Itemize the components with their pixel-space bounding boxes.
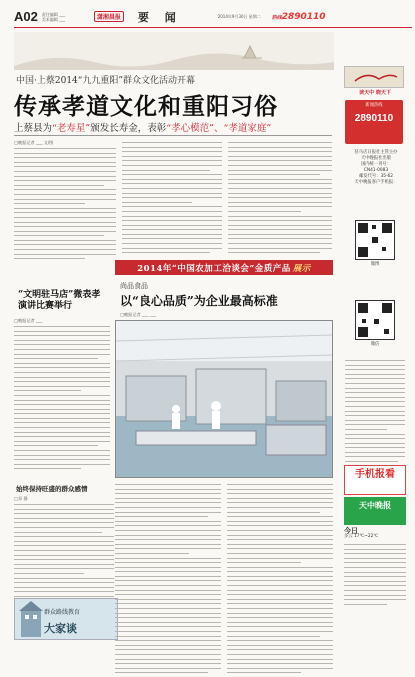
- masthead: [14, 6, 412, 28]
- product-byline: □晚报记者 ___ ___: [120, 312, 156, 317]
- weibo-label: 微博: [370, 262, 380, 267]
- designer-line: 美术编辑 ___: [41, 16, 66, 22]
- hotline-box-number: 2890110: [354, 113, 394, 124]
- masthead-logo: 潇湘晨报: [94, 11, 124, 22]
- building-icon: [17, 599, 47, 639]
- section-title: 要 闻: [137, 10, 182, 24]
- today-weather: [344, 528, 406, 608]
- publisher-line: 天中晚报社出版: [360, 156, 392, 161]
- issue-date: 2014年9月30日 星期二: [217, 14, 261, 19]
- banner-main-text: 2014年“中国农加工洽谈会”金质产品: [137, 263, 291, 274]
- headline-rule: [14, 135, 332, 136]
- subhead-quote-2: “孝心模范”、“孝道家庭”: [166, 123, 272, 134]
- hotline-label: 新闻热线: [365, 103, 383, 108]
- wechat-qr-code[interactable]: [355, 300, 395, 340]
- subhead-part-1: 上蔡县为: [14, 123, 53, 134]
- header-illustration: [14, 32, 334, 70]
- publisher-line: 驻马店日报社主管主办: [354, 150, 398, 155]
- product-category: 尚品食品: [120, 282, 148, 290]
- award-banner: [115, 260, 333, 275]
- sidebar-logo-art: [344, 66, 404, 88]
- product-column-1: [115, 484, 221, 677]
- factory-floor-image: [116, 321, 333, 478]
- qr-pattern-icon: [356, 301, 394, 339]
- second-byline: □晚报记者 ___: [14, 318, 43, 323]
- second-headline: “文明驻马店”微表孝演讲比赛举行: [18, 290, 101, 311]
- page-number: A02: [14, 9, 38, 24]
- sidebar-text-block: [345, 360, 405, 466]
- hotline-box: [345, 100, 403, 144]
- subhead-quote-1: “老寿星”: [52, 123, 91, 134]
- hotline-number: [272, 12, 326, 22]
- editor-line: 责任编辑 ___: [41, 11, 66, 17]
- qr-pattern-icon: [356, 221, 394, 259]
- today-label: 今日: [344, 527, 358, 535]
- publisher-line: 天中晚报客户手机报：: [354, 180, 398, 185]
- weibo-qr-code[interactable]: [355, 220, 395, 260]
- today-forecast: 多云 17℃~22℃: [344, 534, 379, 539]
- sidebar-publisher-info: [342, 150, 410, 186]
- third-column: [14, 496, 114, 610]
- second-column: [14, 318, 110, 473]
- lead-column-3: [228, 142, 332, 257]
- product-column-2: [227, 484, 333, 677]
- subhead-part-2: 颁发长寿金，表彰: [90, 123, 167, 134]
- third-byline: □邓 静: [14, 496, 28, 501]
- tile-small-text: 群众路线教育: [44, 609, 81, 616]
- publisher-line: 国内统一刊号：: [360, 162, 392, 167]
- publisher-line: 邮发代号：35-62: [359, 174, 393, 179]
- hotline-digits: 2890110: [281, 11, 326, 22]
- editor-credits: [42, 12, 90, 22]
- third-headline: 始终保持旺盛的群众感情: [16, 485, 88, 493]
- lead-column-2: [122, 142, 222, 257]
- bird-logo-icon: [345, 67, 405, 89]
- factory-photo: [115, 320, 333, 478]
- wechat-label: 微信: [370, 342, 380, 347]
- publisher-line: CN41-0083: [363, 168, 389, 173]
- lead-headline: 传承孝道文化和重阳习俗: [14, 93, 278, 120]
- sidebar-brand: 读天中 晓天下: [359, 90, 391, 96]
- product-headline: 以“良心品质”为企业最高标准: [120, 294, 278, 308]
- lead-column-1: [14, 140, 116, 263]
- lead-kicker: 中国·上蔡2014“九九重阳”群众文化活动开幕: [16, 76, 195, 86]
- lead-byline: □晚报记者 ___ 文/图: [14, 140, 54, 145]
- tianzhong-ad[interactable]: 天中晚报: [344, 497, 406, 525]
- banner-accent-text: 展示: [292, 263, 311, 274]
- tile-big-text: 大家谈: [44, 622, 77, 635]
- mobile-paper-ad[interactable]: 手机报看: [344, 465, 406, 495]
- hotline-prefix: 热线: [271, 14, 282, 21]
- lead-subhead: [14, 120, 271, 134]
